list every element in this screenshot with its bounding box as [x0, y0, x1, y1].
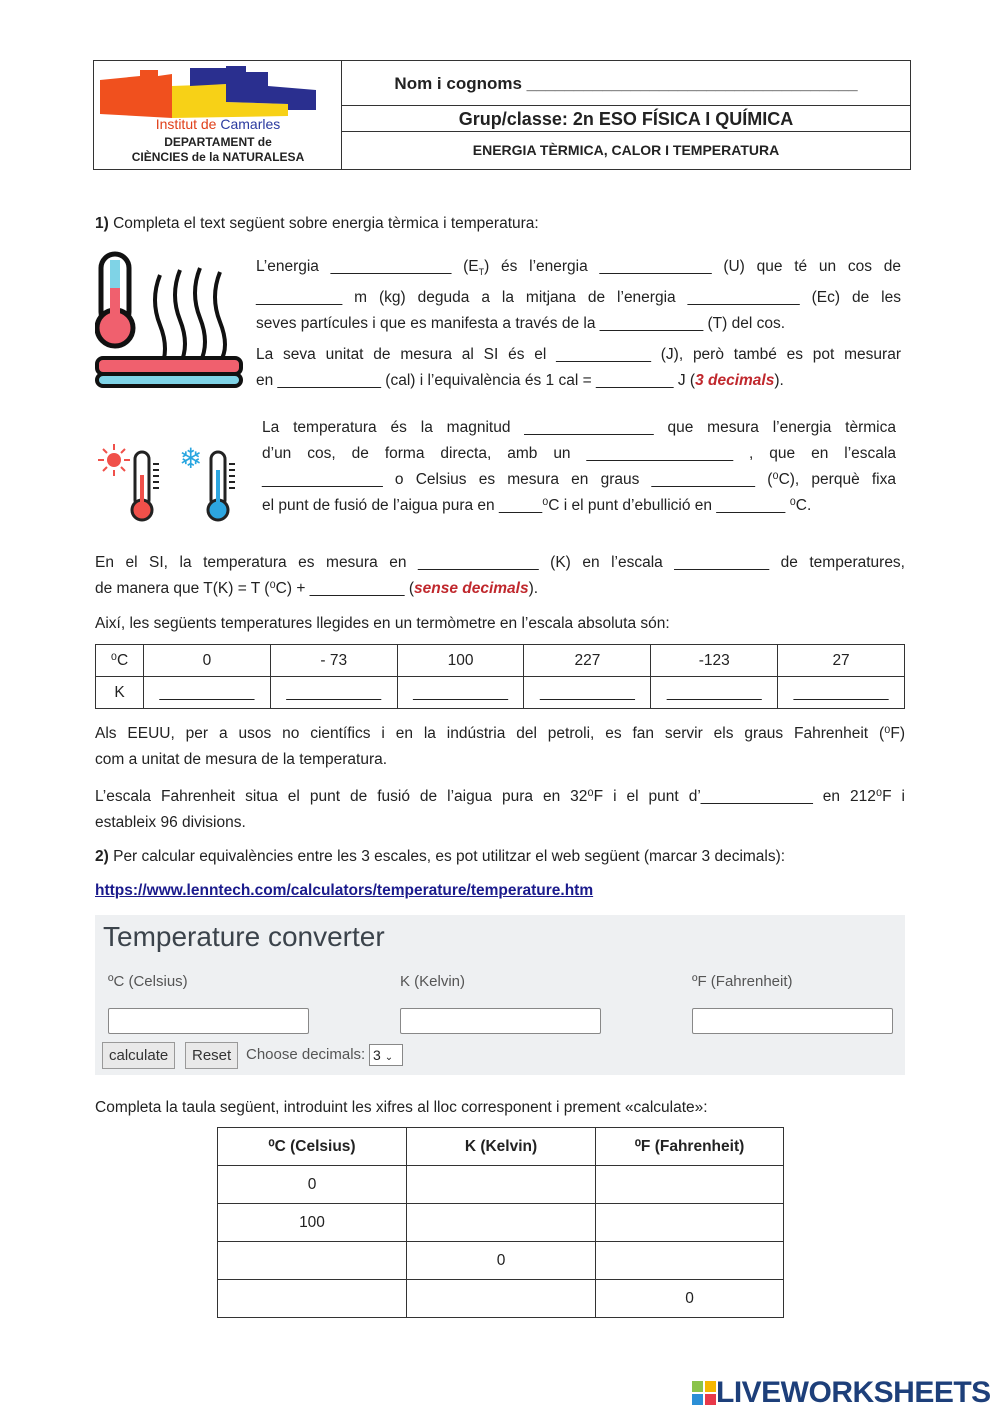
calculate-button[interactable]: calculate: [102, 1042, 175, 1069]
paragraph-thermal-energy: L’energia ______________ $(E_T)$ és l’energia _____________ (U) que té un cos de __________ m (kg) deguda a la mitjana de l’energia _____________ (Ec) de les seves partícules i que es manifesta a través de la ____________ (T) del cos. La seva unitat de mesura al SI és el ___________ (J), però també es pot mesurar en ____________ (cal) i l’equivalència és 1 cal = _________ J (3 decimals).: [256, 258, 901, 390]
group-label: Grup/classe: 2n ESO FÍSICA I QUÍMICA: [342, 106, 910, 132]
paragraph-instruction: Completa la taula següent, introduint les xifres al lloc corresponent i prement «calculate»:: [95, 1099, 708, 1116]
celsius-cell: - 73: [270, 645, 397, 677]
table-cell[interactable]: [596, 1242, 784, 1280]
kelvin-input[interactable]: ___________: [778, 677, 905, 709]
celsius-cell: 0: [144, 645, 271, 677]
celsius-cell: 100: [397, 645, 524, 677]
conversion-table: [217, 1127, 784, 1318]
kelvin-input[interactable]: ___________: [524, 677, 651, 709]
celsius-label: ºC (Celsius): [108, 973, 188, 990]
celsius-cell: -123: [651, 645, 778, 677]
kelvin-input[interactable]: [400, 1008, 601, 1034]
table-cell: 100: [218, 1204, 407, 1242]
temperature-converter: [95, 915, 905, 1075]
row-header: ⁰C: [96, 645, 144, 677]
department-line2: CIÈNCIES de la NATURALESA: [131, 150, 305, 164]
celsius-input[interactable]: [108, 1008, 309, 1034]
paragraph-kelvin: En el SI, la temperatura es mesura en ______________ (K) en l’escala ___________ de temperatures, de manera que T(K) = T (⁰C) + ___________ (sense decimals).: [95, 554, 905, 597]
topic-title: ENERGIA TÈRMICA, CALOR I TEMPERATURA: [472, 142, 780, 158]
table-cell[interactable]: [407, 1166, 596, 1204]
column-header: K (Kelvin): [407, 1128, 596, 1166]
question-text: Completa el text següent sobre energia tèrmica i temperatura:: [108, 215, 539, 232]
table-cell: 0: [218, 1166, 407, 1204]
chevron-down-icon: ⌄: [384, 1052, 394, 1063]
kelvin-input[interactable]: ___________: [397, 677, 524, 709]
decimals-label: Choose decimals:: [246, 1046, 366, 1063]
table-cell[interactable]: [596, 1204, 784, 1242]
fahrenheit-input[interactable]: [692, 1008, 893, 1034]
school-name: Institut de: [155, 116, 217, 132]
celsius-kelvin-table: [95, 644, 905, 709]
hot-cold-thermometers-icon: [97, 440, 242, 525]
kelvin-input[interactable]: ___________: [144, 677, 271, 709]
table-cell: 0: [407, 1242, 596, 1280]
table-cell[interactable]: [596, 1166, 784, 1204]
paragraph-fahrenheit: Als EEUU, per a usos no científics i en la indústria del petroli, es fan servir els graus Fahrenheit (⁰F) com a unitat de mesura de la temperatura.: [95, 725, 905, 768]
fahrenheit-label: ºF (Fahrenheit): [692, 973, 793, 990]
paragraph-absolute-scale: Així, les següents temperatures llegides en un termòmetre en l’escala absoluta són:: [95, 615, 670, 632]
department-line1: DEPARTAMENT de: [164, 135, 272, 149]
celsius-cell: 27: [778, 645, 905, 677]
question-number: 1): [95, 215, 109, 232]
live-blocks-icon: [692, 1381, 716, 1405]
school-name-2: Camarles: [220, 116, 281, 132]
kelvin-input[interactable]: ___________: [651, 677, 778, 709]
table-cell[interactable]: [218, 1280, 407, 1318]
decimals-select[interactable]: 3 ⌄: [369, 1044, 403, 1066]
table-cell[interactable]: [407, 1280, 596, 1318]
school-logo-cell: [94, 61, 342, 169]
paragraph-fahrenheit-scale: L’escala Fahrenheit situa el punt de fusió de l’aigua pura en 32⁰F i el punt d’_____________ en 212⁰F i estableix 96 divisions.: [95, 788, 905, 831]
thermometer-heat-icon: [95, 250, 243, 390]
table-cell: 0: [596, 1280, 784, 1318]
question-2: 2) Per calcular equivalències entre les 3 escales, es pot utilitzar el web següent (marcar 3 decimals):: [95, 848, 786, 865]
paragraph-temperature: La temperatura és la magnitud _______________ que mesura l’energia tèrmica d’un cos, de forma directa, amb un _________________ , que en l’escala ______________ o Celsius es mesura en graus ____________ (⁰C), perquè fixa el punt de fusió de l’aigua pura en _____⁰C i el punt d’ebullició en ________ ⁰C.: [262, 419, 896, 514]
table-cell[interactable]: [218, 1242, 407, 1280]
name-field[interactable]: Nom i cognoms ___________________________________: [342, 61, 910, 106]
header-table: [93, 60, 911, 170]
kelvin-input[interactable]: ___________: [270, 677, 397, 709]
kelvin-label: K (Kelvin): [400, 973, 466, 990]
row-header: K: [96, 677, 144, 709]
liveworksheets-logo: [692, 1376, 991, 1410]
brand-name: LIVEWORKSHEETS: [716, 1376, 991, 1409]
table-cell[interactable]: [407, 1204, 596, 1242]
column-header: ⁰C (Celsius): [218, 1128, 407, 1166]
converter-link[interactable]: https://www.lenntech.com/calculators/temperature/temperature.htm: [95, 882, 594, 899]
question-1: [95, 211, 539, 237]
celsius-cell: 227: [524, 645, 651, 677]
column-header: ⁰F (Fahrenheit): [596, 1128, 784, 1166]
reset-button[interactable]: Reset: [185, 1042, 238, 1069]
svg-text:❄: ❄: [179, 443, 203, 474]
converter-title: Temperature converter: [103, 921, 385, 952]
